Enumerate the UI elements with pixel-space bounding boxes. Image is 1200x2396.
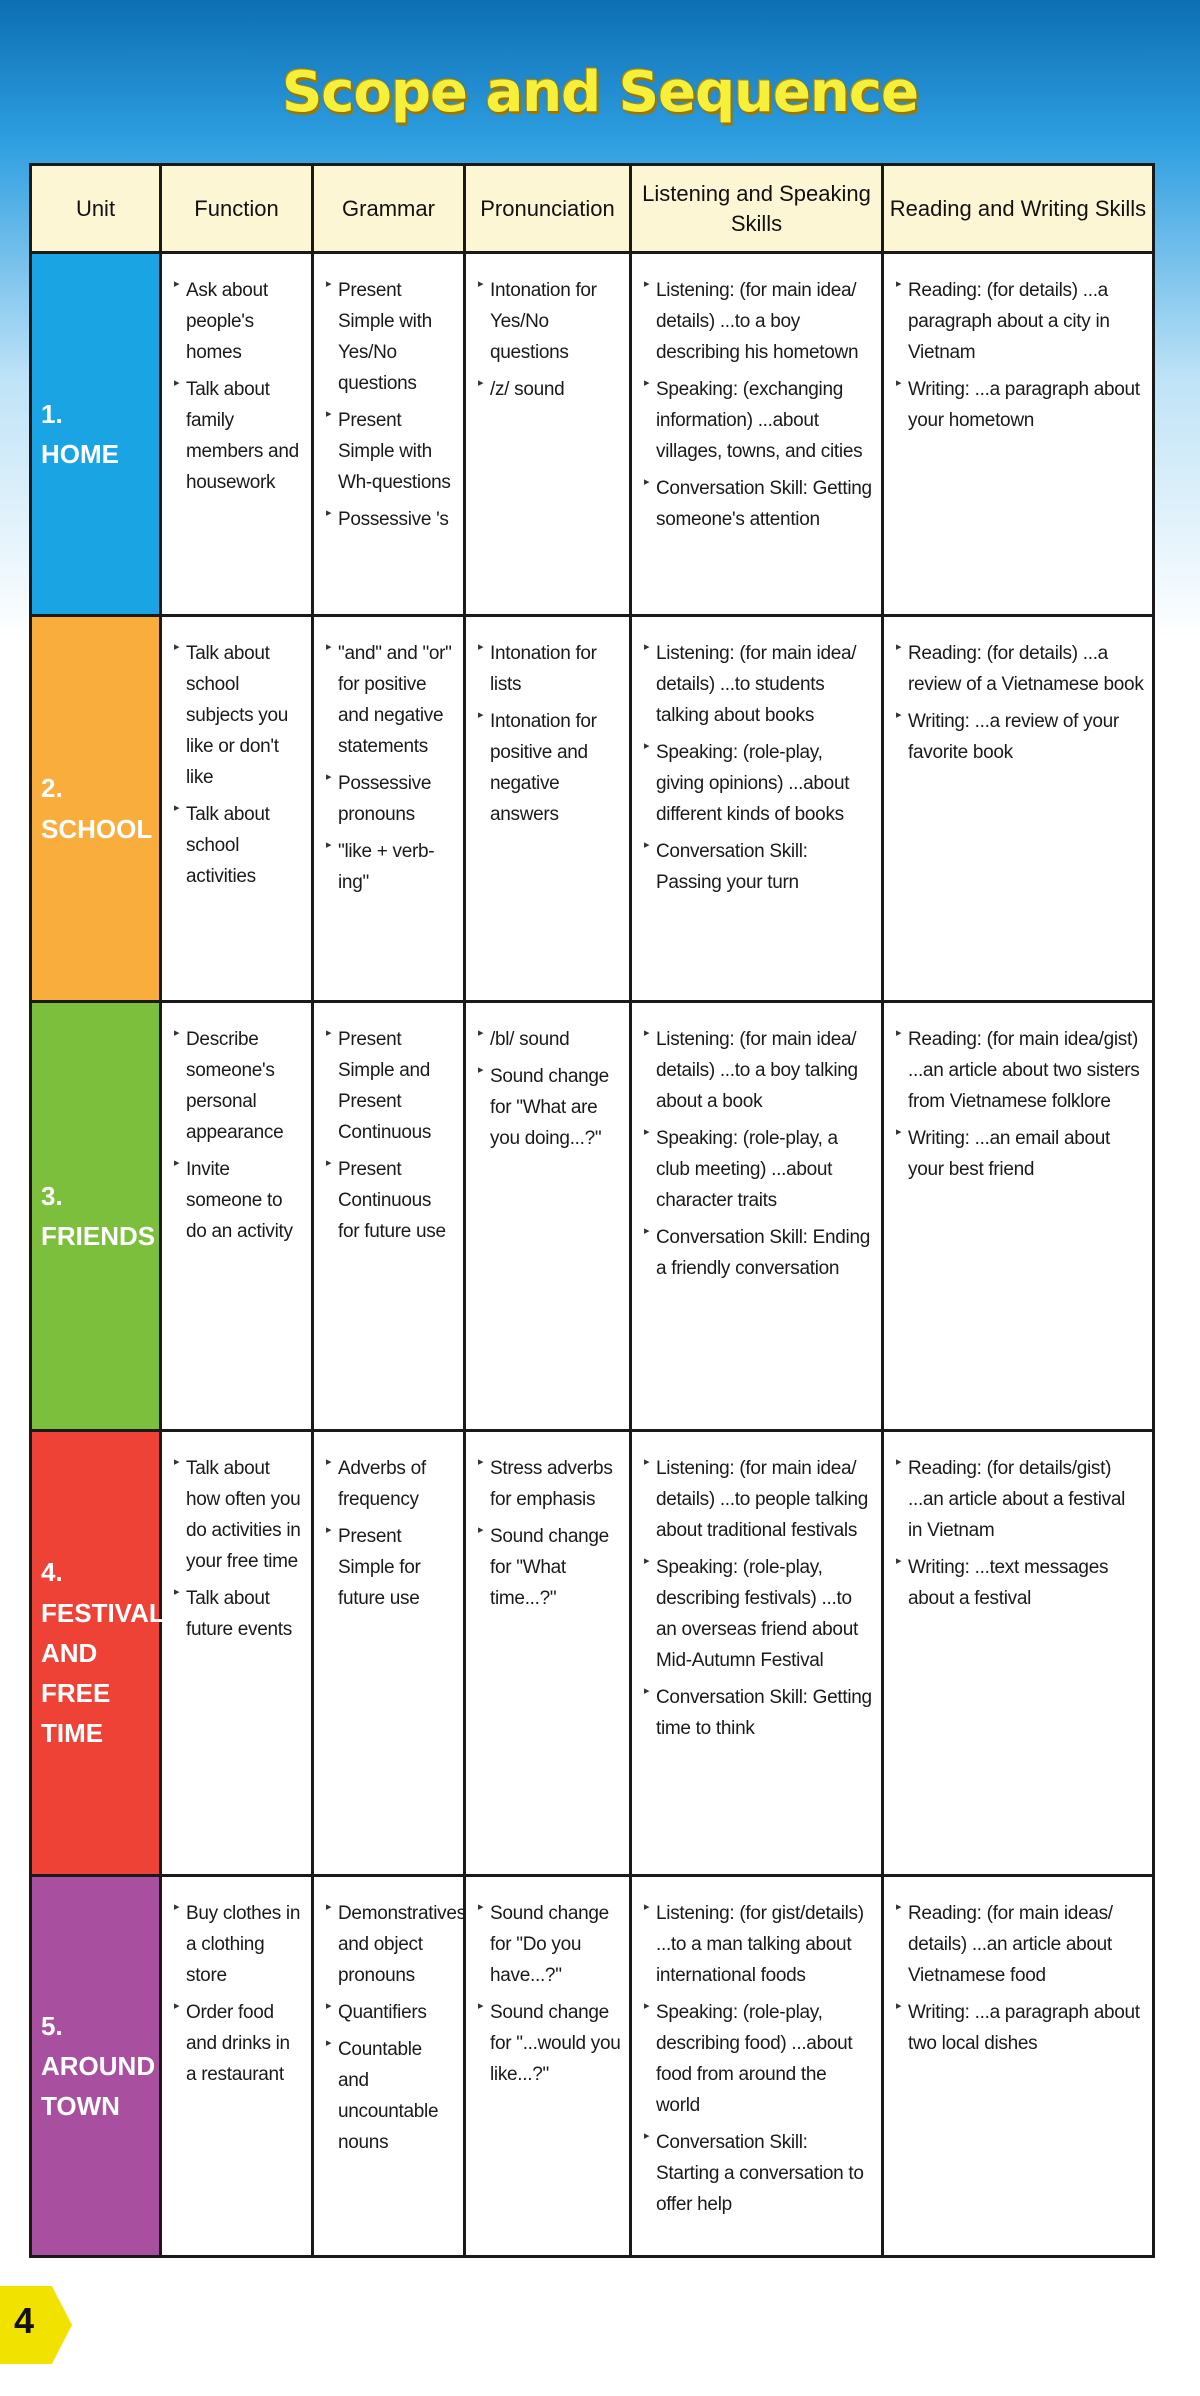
list-item: ▸ Talk about school subjects you like or don't like xyxy=(174,639,303,794)
pronunciation-cell xyxy=(465,253,631,616)
unit-name: FRIENDS xyxy=(41,1221,156,1251)
list-item: ▸ Sound change for "What time...?" xyxy=(478,1522,621,1615)
reading-writing-cell xyxy=(883,1002,1154,1431)
list-item: ▸ Listening: (for main idea/ details) ...to a boy talking about a book xyxy=(644,1025,873,1118)
unit-name: AND xyxy=(41,1637,98,1668)
unit-row xyxy=(31,1002,1154,1431)
list-item: ▸ Adverbs of frequency xyxy=(326,1454,455,1516)
list-item: ▸ Reading: (for main ideas/ details) ...an article about Vietnamese food xyxy=(896,1899,1144,1992)
unit-name: FREE TIME xyxy=(41,1678,111,1749)
list-item: ▸ Invite someone to do an activity xyxy=(174,1155,303,1248)
grammar-cell xyxy=(313,616,465,1002)
list-item: ▸ Present Simple with Wh-questions xyxy=(326,406,455,499)
list-item: ▸ Talk about school activities xyxy=(174,800,303,893)
list-item: ▸ Stress adverbs for emphasis xyxy=(478,1454,621,1516)
list-item: ▸ Listening: (for main idea/ details) ...to a boy describing his hometown xyxy=(644,276,873,369)
unit-row xyxy=(31,253,1154,616)
grammar-cell xyxy=(313,1431,465,1876)
unit-row xyxy=(31,1876,1154,2257)
unit-name: AROUND xyxy=(41,2050,156,2081)
pronunciation-cell xyxy=(465,1876,631,2257)
header-function: Function xyxy=(161,165,313,253)
pronunciation-cell xyxy=(465,1002,631,1431)
unit-number: 4. xyxy=(41,1557,63,1588)
list-item: ▸ Speaking: (exchanging information) ...about villages, towns, and cities xyxy=(644,375,873,468)
listening-speaking-cell xyxy=(631,1876,883,2257)
list-item: ▸ /z/ sound xyxy=(478,375,621,406)
list-item: ▸ "like + verb-ing" xyxy=(326,837,455,899)
listening-speaking-cell xyxy=(631,1002,883,1431)
header-pronunciation: Pronunciation xyxy=(465,165,631,253)
list-item: ▸ Speaking: (role-play, a club meeting) ...about character traits xyxy=(644,1124,873,1217)
list-item: ▸ Talk about how often you do activities in your free time xyxy=(174,1454,303,1578)
pronunciation-cell xyxy=(465,616,631,1002)
list-item: ▸ Reading: (for main idea/gist) ...an article about two sisters from Vietnamese folklore xyxy=(896,1025,1144,1118)
list-item: ▸ Conversation Skill: Getting someone's attention xyxy=(644,474,873,536)
unit-number: 5. xyxy=(41,2010,63,2041)
list-item: ▸ Demonstratives and object pronouns xyxy=(326,1899,455,1992)
header-listening-speaking: Listening and Speaking Skills xyxy=(631,165,883,253)
reading-writing-cell xyxy=(883,616,1154,1002)
list-item: ▸ Talk about future events xyxy=(174,1584,303,1646)
list-item: ▸ /bl/ sound xyxy=(478,1025,621,1056)
list-item: ▸ Quantifiers xyxy=(326,1998,455,2029)
list-item: ▸ Intonation for Yes/No questions xyxy=(478,276,621,369)
list-item: ▸ Possessive 's xyxy=(326,505,455,536)
grammar-cell xyxy=(313,1876,465,2257)
header-reading-writing: Reading and Writing Skills xyxy=(883,165,1154,253)
list-item: ▸ Conversation Skill: Starting a conversation to offer help xyxy=(644,2128,873,2221)
list-item: ▸ Sound change for "Do you have...?" xyxy=(478,1899,621,1992)
unit-name: TOWN xyxy=(41,2091,120,2122)
list-item: ▸ Writing: ...a paragraph about your hometown xyxy=(896,375,1144,437)
list-item: ▸ Reading: (for details/gist) ...an article about a festival in Vietnam xyxy=(896,1454,1144,1547)
function-cell xyxy=(161,1876,313,2257)
list-item: ▸ Listening: (for gist/details) ...to a man talking about international foods xyxy=(644,1899,873,1992)
reading-writing-cell xyxy=(883,1431,1154,1876)
list-item: ▸ Present Simple and Present Continuous xyxy=(326,1025,455,1149)
list-item: ▸ Sound change for "What are you doing...?" xyxy=(478,1062,621,1155)
header-row xyxy=(31,165,1154,253)
list-item: ▸ Reading: (for details) ...a paragraph about a city in Vietnam xyxy=(896,276,1144,369)
unit-cell xyxy=(31,1876,161,2257)
unit-cell xyxy=(31,1002,161,1431)
grammar-cell xyxy=(313,253,465,616)
function-cell xyxy=(161,253,313,616)
page-number: 4 xyxy=(14,2300,35,2341)
unit-cell xyxy=(31,1431,183,1876)
list-item: ▸ Intonation for positive and negative answers xyxy=(478,707,621,831)
reading-writing-cell xyxy=(883,1876,1154,2257)
list-item: ▸ Talk about family members and housework xyxy=(174,375,303,499)
list-item: ▸ Countable and uncountable nouns xyxy=(326,2035,455,2159)
list-item: ▸ Speaking: (role-play, describing festivals) ...to an overseas friend about Mid-Autumn Festival xyxy=(644,1553,873,1677)
page-title: Scope and Sequence xyxy=(281,60,919,125)
listening-speaking-cell xyxy=(631,616,883,1002)
list-item: ▸ Conversation Skill: Getting time to think xyxy=(644,1683,873,1745)
list-item: ▸ Conversation Skill: Passing your turn xyxy=(644,837,873,899)
reading-writing-cell xyxy=(883,253,1154,616)
unit-name: HOME xyxy=(41,439,119,469)
function-cell xyxy=(161,1431,313,1876)
unit-number: 2. xyxy=(41,773,63,804)
list-item: ▸ Present Simple with Yes/No questions xyxy=(326,276,455,400)
unit-cell xyxy=(31,253,161,616)
list-item: ▸ Reading: (for details) ...a review of a Vietnamese book xyxy=(896,639,1144,701)
list-item: ▸ Possessive pronouns xyxy=(326,769,455,831)
function-cell xyxy=(161,1002,313,1431)
list-item: ▸ Speaking: (role-play, giving opinions) ...about different kinds of books xyxy=(644,738,873,831)
list-item: ▸ Ask about people's homes xyxy=(174,276,303,369)
list-item: ▸ Present Continuous for future use xyxy=(326,1155,455,1248)
grammar-cell xyxy=(313,1002,465,1431)
list-item: ▸ Writing: ...text messages about a festival xyxy=(896,1553,1144,1615)
unit-name: FESTIVALS xyxy=(41,1597,183,1628)
list-item: ▸ Writing: ...a review of your favorite book xyxy=(896,707,1144,769)
list-item: ▸ Intonation for lists xyxy=(478,639,621,701)
pronunciation-cell xyxy=(465,1431,631,1876)
list-item: ▸ Order food and drinks in a restaurant xyxy=(174,1998,303,2091)
list-item: ▸ Conversation Skill: Ending a friendly conversation xyxy=(644,1223,873,1285)
header-unit: Unit xyxy=(31,165,161,253)
listening-speaking-cell xyxy=(631,253,883,616)
listening-speaking-cell xyxy=(631,1431,883,1876)
list-item: ▸ Describe someone's personal appearance xyxy=(174,1025,303,1149)
page-number-badge xyxy=(0,2286,72,2364)
function-cell xyxy=(161,616,313,1002)
list-item: ▸ Speaking: (role-play, describing food) ...about food from around the world xyxy=(644,1998,873,2122)
unit-row xyxy=(31,1431,1154,1876)
list-item: ▸ Writing: ...an email about your best friend xyxy=(896,1124,1144,1186)
unit-number: 3. xyxy=(41,1180,63,1211)
list-item: ▸ Listening: (for main idea/ details) ...to people talking about traditional festivals xyxy=(644,1454,873,1547)
list-item: ▸ Sound change for "...would you like...?" xyxy=(478,1998,621,2091)
scope-sequence-table xyxy=(29,163,1155,2258)
list-item: ▸ Listening: (for main idea/ details) ...to students talking about books xyxy=(644,639,873,732)
unit-cell xyxy=(31,616,161,1002)
unit-name: SCHOOL xyxy=(41,813,153,844)
list-item: ▸ Writing: ...a paragraph about two local dishes xyxy=(896,1998,1144,2060)
unit-row xyxy=(31,616,1154,1002)
header-grammar: Grammar xyxy=(313,165,465,253)
list-item: ▸ Present Simple for future use xyxy=(326,1522,455,1615)
list-item: ▸ "and" and "or" for positive and negative statements xyxy=(326,639,455,763)
list-item: ▸ Buy clothes in a clothing store xyxy=(174,1899,303,1992)
unit-number: 1. xyxy=(41,398,63,429)
